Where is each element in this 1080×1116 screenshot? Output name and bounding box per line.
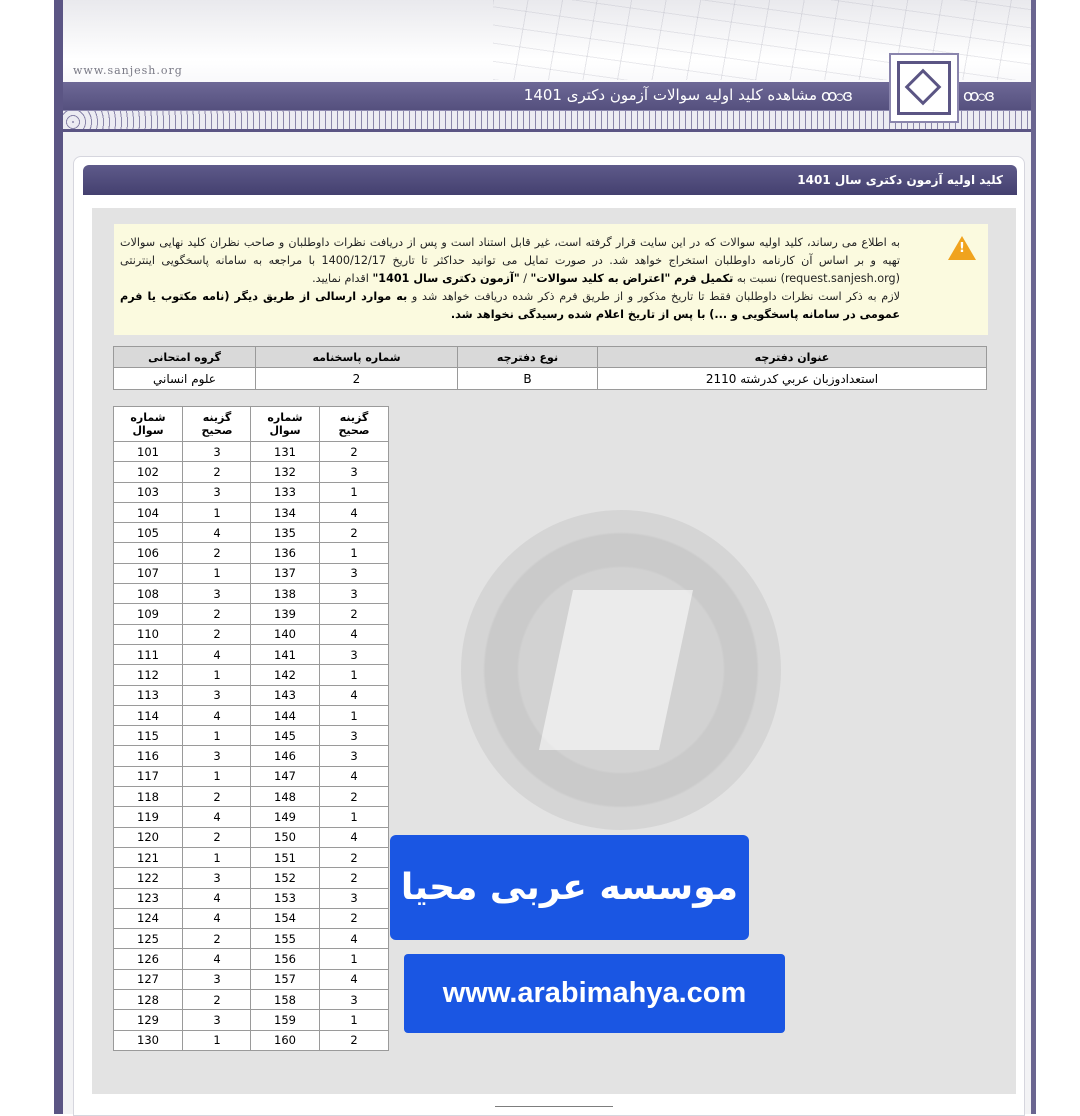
question-number: 138 — [251, 584, 320, 604]
table-row — [114, 502, 252, 522]
table-row — [114, 482, 252, 502]
question-number: 123 — [114, 888, 183, 908]
question-number: 116 — [114, 746, 183, 766]
table-row — [114, 929, 252, 949]
question-number: 139 — [251, 604, 320, 624]
table-row — [114, 584, 252, 604]
question-number: 111 — [114, 644, 183, 664]
table-row — [251, 807, 389, 827]
table-row — [251, 827, 389, 847]
correct-option: 2 — [183, 990, 252, 1010]
notice-bold-warning: به موارد ارسالی از طریق دیگر (نامه مکتوب یا فرم عمومی در سامانه پاسخگویی و ...) با پس از تاریخ اعلام شده رسیدگی نخواهد شد. — [120, 290, 900, 321]
question-number: 133 — [251, 482, 320, 502]
correct-option: 3 — [183, 482, 252, 502]
question-number: 102 — [114, 462, 183, 482]
table-row — [114, 807, 252, 827]
correct-option: 2 — [183, 827, 252, 847]
table-row — [251, 949, 389, 969]
question-number: 110 — [114, 624, 183, 644]
left-border — [54, 0, 63, 1114]
correct-option: 1 — [320, 665, 389, 685]
question-number: 135 — [251, 523, 320, 543]
question-number: 114 — [114, 705, 183, 725]
table-row — [251, 563, 389, 583]
table-row — [114, 624, 252, 644]
table-row — [114, 726, 252, 746]
promo-website: www.arabimahya.com — [404, 954, 785, 1033]
correct-option: 1 — [183, 665, 252, 685]
question-number: 148 — [251, 787, 320, 807]
booklet-value-row — [114, 368, 987, 390]
question-number: 109 — [114, 604, 183, 624]
question-number: 134 — [251, 502, 320, 522]
site-url[interactable]: www.sanjesh.org — [73, 64, 183, 77]
correct-option: 1 — [320, 705, 389, 725]
table-row — [114, 543, 252, 563]
question-number: 112 — [114, 665, 183, 685]
question-number: 124 — [114, 908, 183, 928]
correct-option: 4 — [183, 807, 252, 827]
question-number: 142 — [251, 665, 320, 685]
correct-option: 2 — [183, 787, 252, 807]
question-number: 104 — [114, 502, 183, 522]
table-row — [114, 1010, 252, 1030]
correct-option: 1 — [183, 1030, 252, 1050]
table-row — [251, 705, 389, 725]
question-number: 141 — [251, 644, 320, 664]
correct-option: 4 — [183, 888, 252, 908]
table-row — [114, 705, 252, 725]
booklet-header-row — [114, 347, 987, 368]
correct-option: 1 — [183, 502, 252, 522]
table-row — [114, 949, 252, 969]
correct-option: 4 — [183, 908, 252, 928]
notice-paragraph-2: لازم به ذکر است نظرات داوطلبان فقط تا تاریخ مذکور و از طریق فرم ذکر شده دریافت خواهد شد و — [411, 290, 901, 303]
correct-option: 1 — [320, 949, 389, 969]
table-row — [251, 482, 389, 502]
correct-option: 3 — [183, 868, 252, 888]
table-row — [251, 787, 389, 807]
correct-option: 1 — [183, 847, 252, 867]
question-number: 119 — [114, 807, 183, 827]
notice-text — [120, 234, 900, 324]
correct-option: 4 — [320, 624, 389, 644]
table-row — [114, 665, 252, 685]
answer-sheet-number-value: 2 — [256, 368, 458, 390]
notice-separator: / — [519, 272, 531, 285]
correct-option: 4 — [183, 523, 252, 543]
question-number: 151 — [251, 847, 320, 867]
correct-option: 3 — [183, 685, 252, 705]
correct-option: 4 — [320, 929, 389, 949]
question-number: 137 — [251, 563, 320, 583]
table-row — [251, 502, 389, 522]
table-row — [114, 990, 252, 1010]
notice-bold-form: تکمیل فرم "اعتراض به کلید سوالات" — [530, 272, 734, 285]
correct-option: 2 — [320, 442, 389, 462]
promo-institute-name: موسسه عربی محیا — [390, 835, 749, 940]
panel-title-bar — [83, 165, 1017, 195]
notice-paragraph-1-end: اقدام نمایید. — [312, 272, 373, 285]
table-row — [114, 685, 252, 705]
right-border — [1031, 0, 1036, 1114]
question-number: 125 — [114, 929, 183, 949]
question-number: 122 — [114, 868, 183, 888]
booklet-info-table — [113, 346, 987, 390]
correct-option: 3 — [320, 990, 389, 1010]
header-booklet-type: نوع دفترچه — [458, 347, 598, 368]
correct-option: 3 — [320, 584, 389, 604]
correct-option: 2 — [183, 929, 252, 949]
correct-option: 2 — [183, 624, 252, 644]
correct-option: 2 — [320, 908, 389, 928]
correct-option: 2 — [320, 523, 389, 543]
correct-option: 3 — [183, 584, 252, 604]
question-number: 126 — [114, 949, 183, 969]
table-row — [251, 868, 389, 888]
table-row — [114, 644, 252, 664]
correct-option: 4 — [320, 502, 389, 522]
table-row — [114, 604, 252, 624]
page — [63, 0, 1031, 1114]
table-row — [251, 1030, 389, 1050]
table-row — [114, 563, 252, 583]
table-row — [251, 442, 389, 462]
table-row — [251, 604, 389, 624]
question-number: 155 — [251, 929, 320, 949]
question-number: 118 — [114, 787, 183, 807]
correct-option: 1 — [183, 726, 252, 746]
correct-option: 2 — [320, 1030, 389, 1050]
table-row — [114, 847, 252, 867]
correct-option: 3 — [183, 969, 252, 989]
table-row — [251, 523, 389, 543]
correct-option: 4 — [320, 969, 389, 989]
question-number: 115 — [114, 726, 183, 746]
correct-option: 2 — [320, 604, 389, 624]
question-number: 136 — [251, 543, 320, 563]
question-number: 143 — [251, 685, 320, 705]
booklet-type-value: B — [458, 368, 598, 390]
question-number: 156 — [251, 949, 320, 969]
table-row — [114, 523, 252, 543]
correct-option: 2 — [183, 462, 252, 482]
header-ornament-strip — [63, 110, 1031, 132]
correct-option: 2 — [183, 604, 252, 624]
table-row — [251, 746, 389, 766]
question-number: 120 — [114, 827, 183, 847]
table-row — [251, 726, 389, 746]
table-row — [251, 644, 389, 664]
correct-option: 2 — [320, 787, 389, 807]
table-row — [114, 442, 252, 462]
question-number: 127 — [114, 969, 183, 989]
correct-option: 1 — [183, 766, 252, 786]
question-number: 105 — [114, 523, 183, 543]
question-number: 129 — [114, 1010, 183, 1030]
column-correct-option: گزینه صحیح — [320, 407, 389, 442]
question-number: 131 — [251, 442, 320, 462]
notice-bold-exam: "آزمون دکتری سال 1401" — [372, 272, 520, 285]
booklet-title-value: استعدادوزبان عربي کدرشته 2110 — [598, 368, 987, 390]
watermark-logo — [461, 510, 781, 830]
correct-option: 4 — [183, 644, 252, 664]
correct-option: 3 — [320, 644, 389, 664]
answer-table-right — [250, 406, 389, 1051]
question-number: 145 — [251, 726, 320, 746]
question-number: 150 — [251, 827, 320, 847]
question-number: 152 — [251, 868, 320, 888]
question-number: 132 — [251, 462, 320, 482]
table-row — [251, 624, 389, 644]
correct-option: 1 — [320, 807, 389, 827]
table-row — [251, 685, 389, 705]
correct-option: 3 — [320, 746, 389, 766]
correct-option: 3 — [183, 1010, 252, 1030]
header-answer-sheet-number: شماره پاسخنامه — [256, 347, 458, 368]
correct-option: 4 — [320, 827, 389, 847]
question-number: 144 — [251, 705, 320, 725]
table-row — [251, 929, 389, 949]
ornament-icon: ꝏ೦ɞ — [821, 86, 851, 105]
table-row — [114, 787, 252, 807]
correct-option: 3 — [320, 888, 389, 908]
question-number: 160 — [251, 1030, 320, 1050]
correct-option: 4 — [320, 766, 389, 786]
correct-option: 3 — [320, 462, 389, 482]
question-number: 147 — [251, 766, 320, 786]
table-row — [251, 888, 389, 908]
table-row — [114, 766, 252, 786]
notice-paragraph-1: به اطلاع می رساند، کلید اولیه سوالات که در این سایت قرار گرفته است، غیر قابل استناد است و پس از دریافت نظرات داوطلبان و صاحب نظران کلید نهایی سوالات تهیه و بر اساس آن کارنامه داوطلبان استخراج خواهد شد. در صورت تمایل می توانید حداکثر تا تاریخ 1400/12/17 با مراجعه به سامانه پاسخگویی اینترنتی (request.sanjesh.org) نسبت به — [120, 236, 901, 285]
question-number: 149 — [251, 807, 320, 827]
question-number: 157 — [251, 969, 320, 989]
table-row — [114, 888, 252, 908]
table-row — [114, 868, 252, 888]
correct-option: 3 — [320, 726, 389, 746]
column-question-number: شماره سوال — [114, 407, 183, 442]
question-number: 113 — [114, 685, 183, 705]
correct-option: 1 — [320, 482, 389, 502]
table-row — [251, 969, 389, 989]
column-correct-option: گزینه صحیح — [183, 407, 252, 442]
correct-option: 1 — [320, 543, 389, 563]
site-header — [63, 0, 1031, 132]
ornament-icon: ꝏ೦ɞ — [963, 86, 993, 105]
table-row — [114, 746, 252, 766]
question-number: 101 — [114, 442, 183, 462]
table-row — [251, 665, 389, 685]
table-row — [251, 847, 389, 867]
question-number: 117 — [114, 766, 183, 786]
table-row — [114, 1030, 252, 1050]
question-number: 158 — [251, 990, 320, 1010]
question-number: 106 — [114, 543, 183, 563]
correct-option: 3 — [183, 746, 252, 766]
warning-icon: ! — [948, 236, 976, 260]
answer-table-left — [113, 406, 252, 1051]
question-number: 146 — [251, 746, 320, 766]
correct-option: 1 — [320, 1010, 389, 1030]
correct-option: 4 — [183, 949, 252, 969]
table-row — [251, 543, 389, 563]
question-number: 153 — [251, 888, 320, 908]
header-exam-group: گروه امتحانی — [114, 347, 256, 368]
correct-option: 3 — [183, 442, 252, 462]
question-number: 154 — [251, 908, 320, 928]
panel-title: کلید اولیه آزمون دکتری سال 1401 — [797, 173, 1003, 187]
sanjesh-logo[interactable] — [889, 53, 959, 123]
table-row — [251, 990, 389, 1010]
question-number: 130 — [114, 1030, 183, 1050]
correct-option: 2 — [320, 847, 389, 867]
header-title: مشاهده کلید اولیه سوالات آزمون دکتری 1401 — [523, 86, 817, 104]
table-row — [251, 462, 389, 482]
table-row — [251, 584, 389, 604]
table-row — [251, 766, 389, 786]
table-row — [114, 827, 252, 847]
question-number: 121 — [114, 847, 183, 867]
question-number: 108 — [114, 584, 183, 604]
correct-option: 3 — [320, 563, 389, 583]
exam-group-value: علوم انساني — [114, 368, 256, 390]
question-number: 159 — [251, 1010, 320, 1030]
table-row — [114, 462, 252, 482]
header-booklet-title: عنوان دفترچه — [598, 347, 987, 368]
table-row — [114, 969, 252, 989]
question-number: 128 — [114, 990, 183, 1010]
correct-option: 4 — [320, 685, 389, 705]
table-row — [114, 908, 252, 928]
table-row — [251, 1010, 389, 1030]
correct-option: 4 — [183, 705, 252, 725]
table-row — [251, 908, 389, 928]
question-number: 107 — [114, 563, 183, 583]
correct-option: 1 — [183, 563, 252, 583]
column-question-number: شماره سوال — [251, 407, 320, 442]
correct-option: 2 — [320, 868, 389, 888]
question-number: 140 — [251, 624, 320, 644]
correct-option: 2 — [183, 543, 252, 563]
question-number: 103 — [114, 482, 183, 502]
